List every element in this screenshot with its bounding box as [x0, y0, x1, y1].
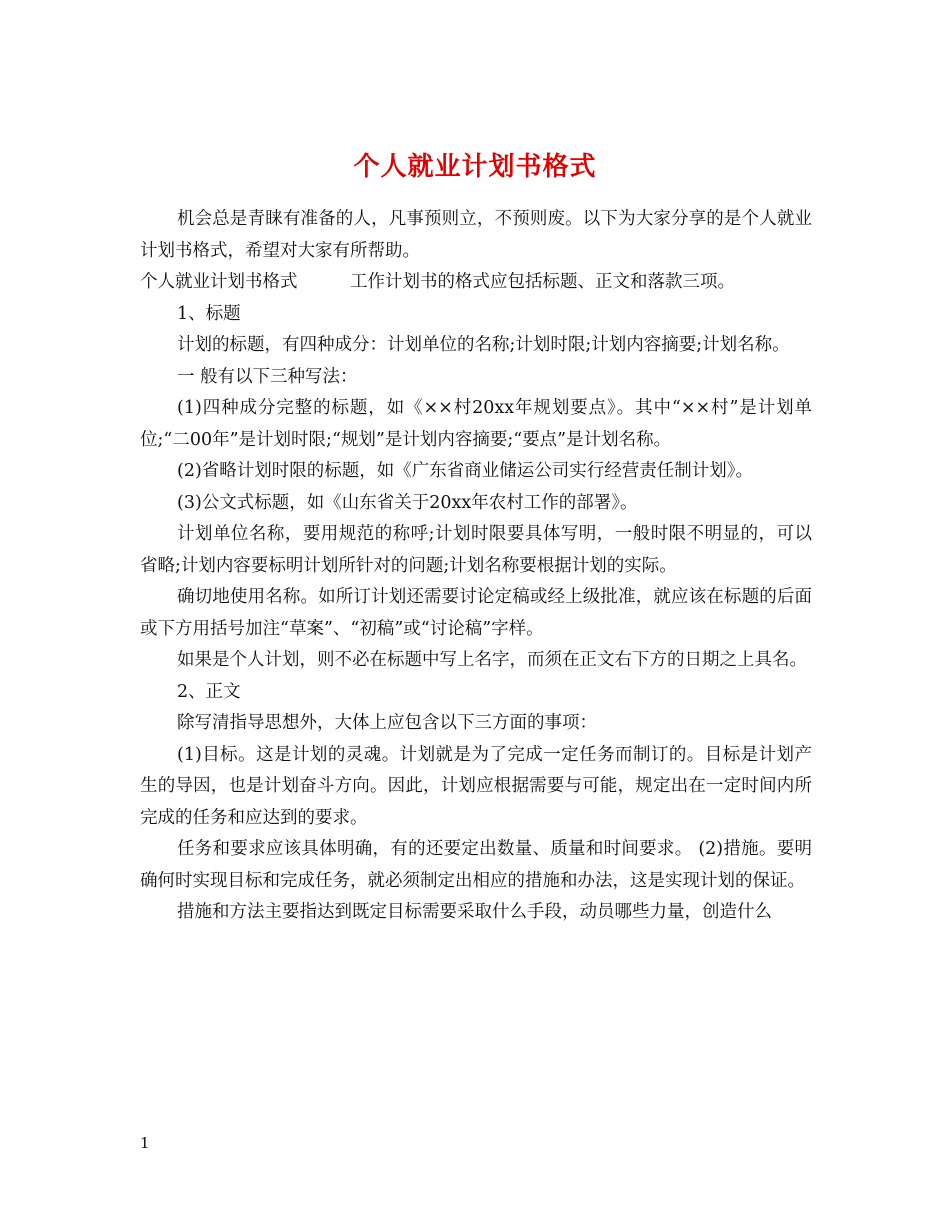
document-title: 个人就业计划书格式 [353, 152, 597, 183]
paragraph-unit-name-rules: 计划单位名称，要用规范的称呼;计划时限要具体写明，一般时限不明显的，可以省略;计划内容要标明计划所针对的问题;计划名称要根据计划的实际。 [140, 524, 812, 576]
paragraph-three-methods: 一 般有以下三种写法： [177, 366, 358, 387]
paragraph-tasks-measures: 任务和要求应该具体明确，有的还要定出数量、质量和时间要求。 (2)措施。要明确何时实现目标和完成任务，就必须制定出相应的措施和办法，这是实现计划的保证。 [140, 839, 812, 891]
paragraph-method-1: (1)四种成分完整的标题，如《××村20xx年规划要点》。其中“××村”是计划单位;“二00年”是计划时限;“规划”是计划内容摘要;“要点”是计划名称。 [140, 398, 812, 450]
paragraph-naming-usage: 确切地使用名称。如所订计划还需要讨论定稿或经上级批准，就应该在标题的后面或下方用括号加注“草案”、“初稿”或“讨论稿”字样。 [140, 587, 812, 639]
paragraph-goal: (1)目标。这是计划的灵魂。计划就是为了完成一定任务而制订的。目标是计划产生的导因，也是计划奋斗方向。因此，计划应根据需要与可能，规定出在一定时间内所完成的任务和应达到的要求。 [140, 744, 812, 828]
paragraph-method-2: (2)省略计划时限的标题，如《广东省商业储运公司实行经营责任制计划》。 [177, 461, 754, 481]
paragraph-body-contents: 除写清指导思想外，大体上应包含以下三方面的事项： [177, 713, 597, 733]
paragraph-title-components: 计划的标题，有四种成分：计划单位的名称;计划时限;计划内容摘要;计划名称。 [177, 335, 790, 355]
paragraph-method-3: (3)公文式标题，如《山东省关于20xx年农村工作的部署》。 [177, 492, 638, 513]
paragraph-format-summary: 个人就业计划书格式 工作计划书的格式应包括标题、正文和落款三项。 [140, 272, 735, 292]
heading-body-section: 2、正文 [177, 681, 241, 702]
paragraph-intro: 机会总是青睐有准备的人，凡事预则立，不预则废。以下为大家分享的是个人就业计划书格式，希望对大家有所帮助。 [140, 209, 812, 261]
page-number: 1 [140, 1134, 150, 1152]
paragraph-measures-methods: 措施和方法主要指达到既定目标需要采取什么手段，动员哪些力量，创造什么 [177, 902, 772, 922]
paragraph-personal-plan: 如果是个人计划，则不必在标题中写上名字，而须在正文右下方的日期之上具名。 [177, 650, 807, 670]
heading-title-section: 1、标题 [177, 303, 241, 324]
document-body [140, 204, 812, 929]
